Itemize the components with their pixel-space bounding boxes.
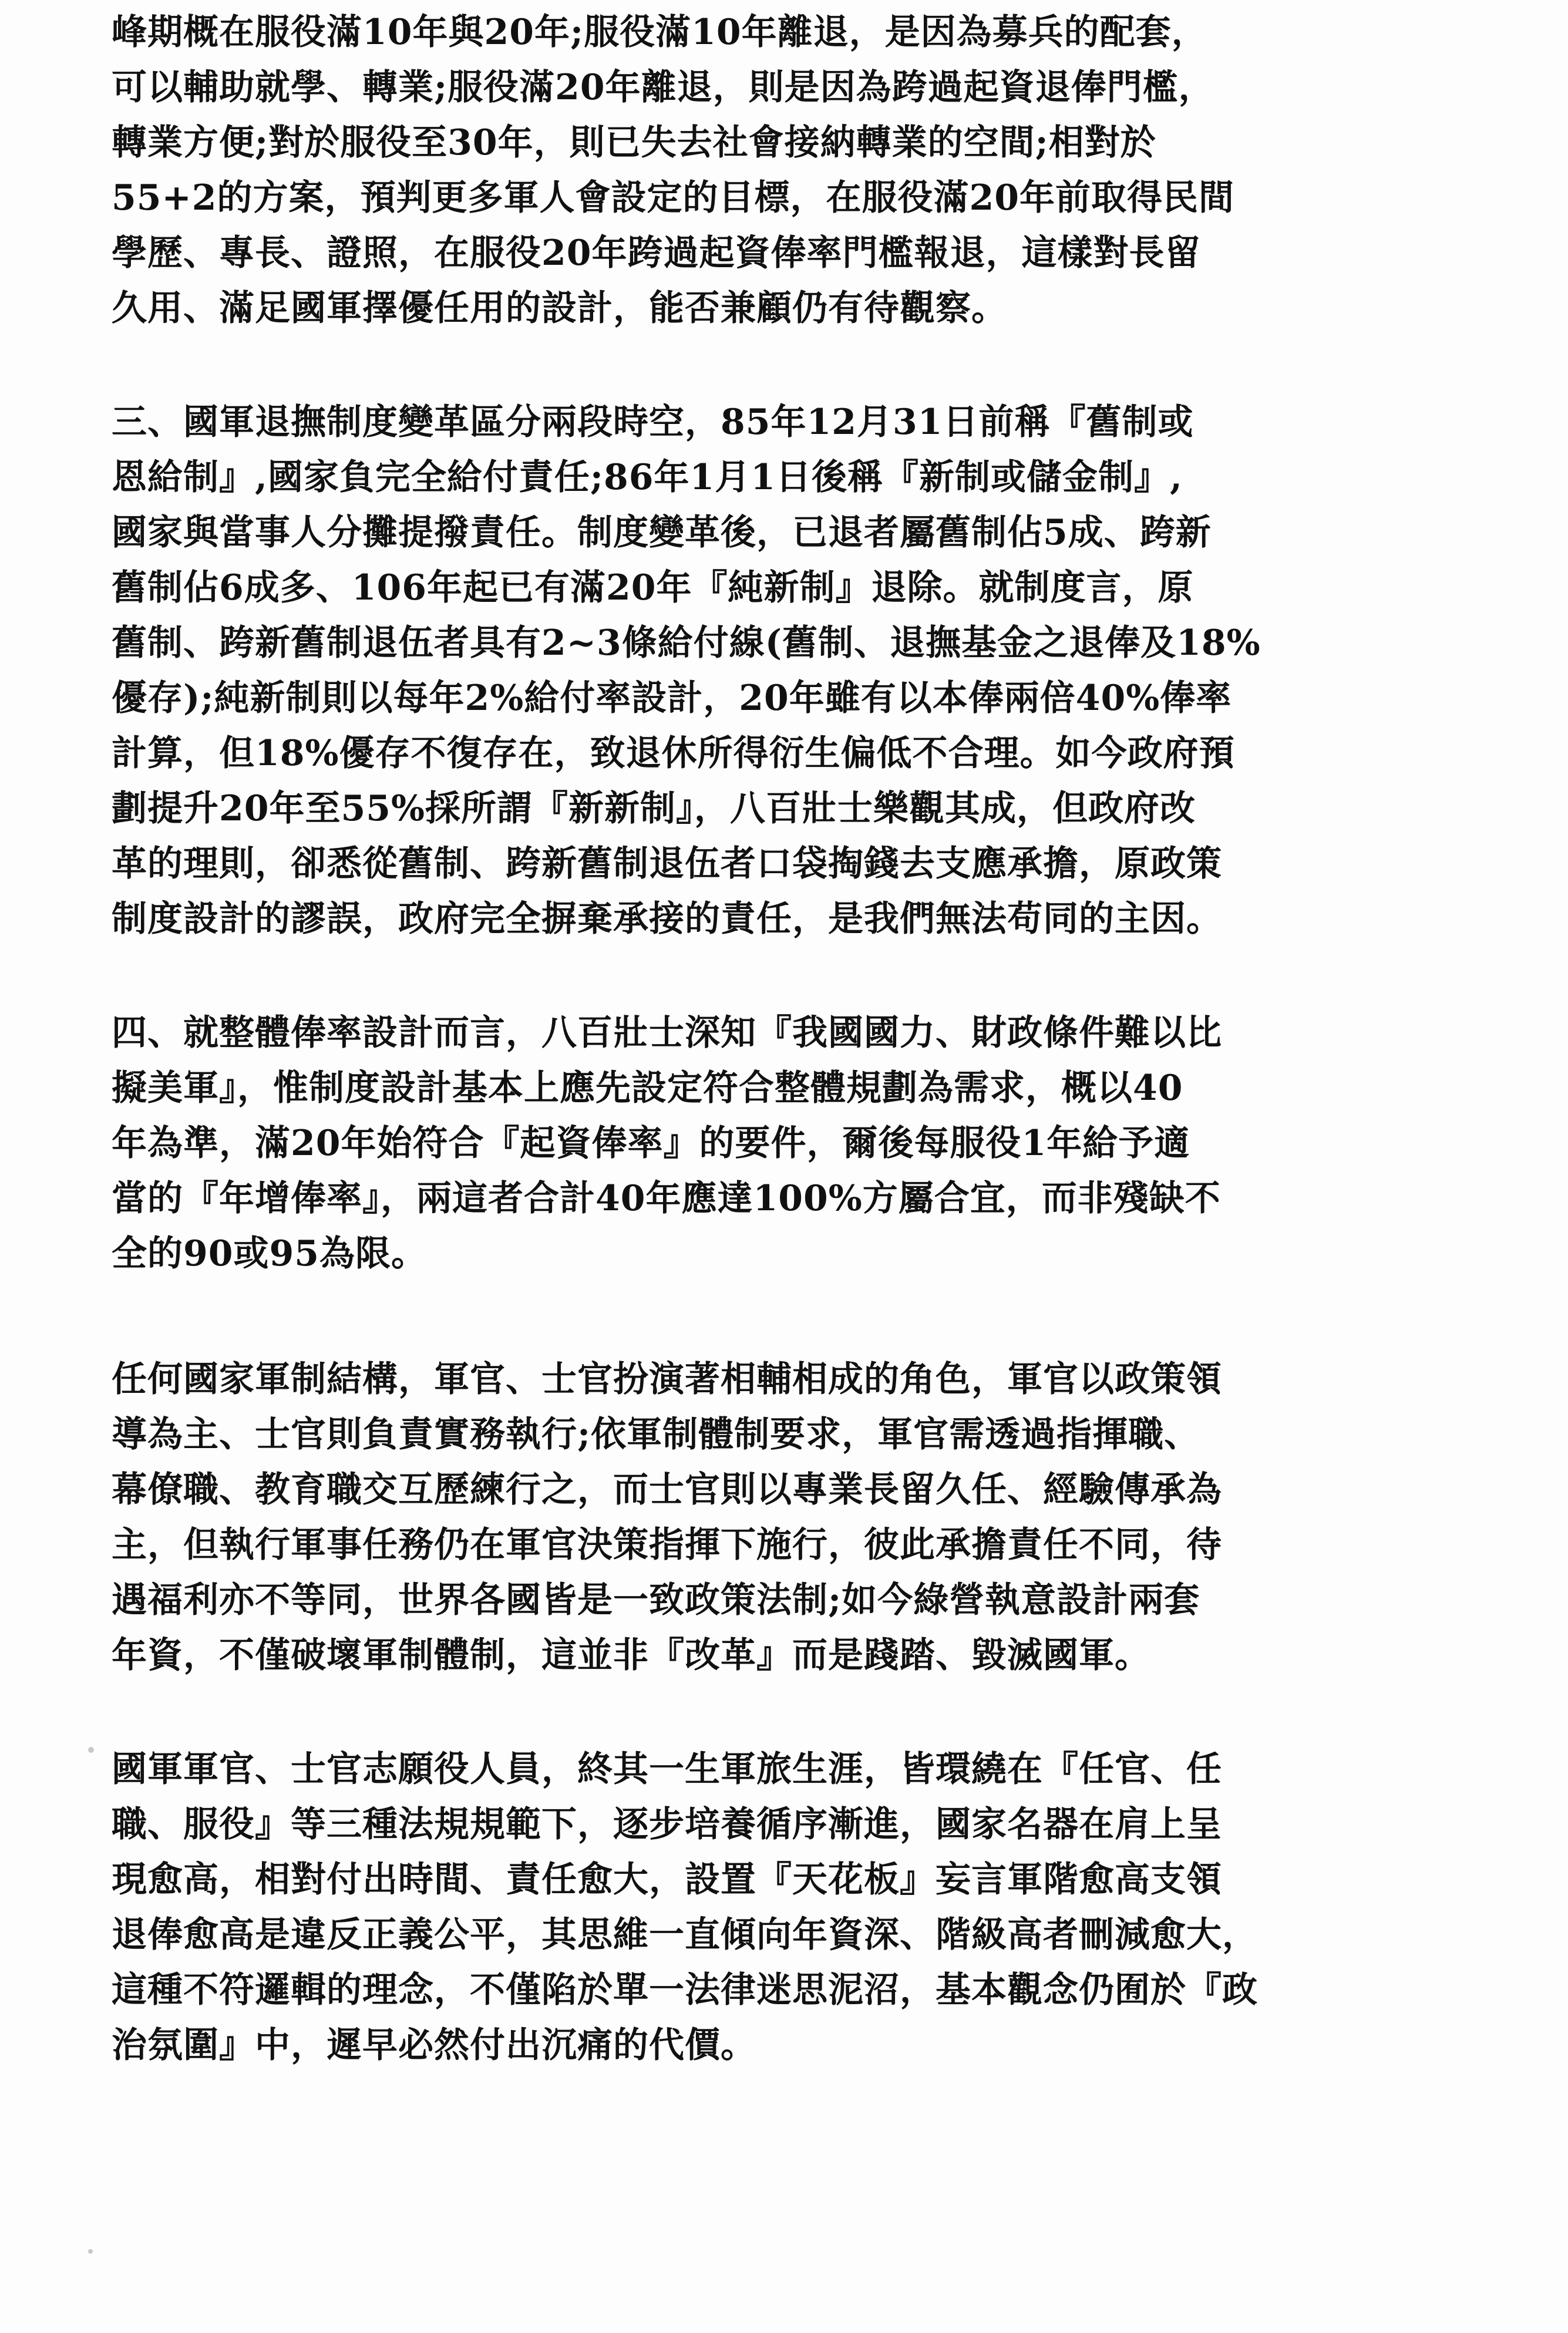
paragraph-military-structure — [112, 1352, 1480, 1683]
text-line: 擬美軍』，惟制度設計基本上應先設定符合整體規劃為需求，概以40 — [112, 1068, 1183, 1109]
text-line: 舊制佔6成多、106年起已有滿20年『純新制』退除。就制度言，原 — [112, 567, 1194, 608]
document-body — [112, 5, 1480, 2073]
text-line: 舊制、跨新舊制退伍者具有2~3條給付線(舊制、退撫基金之退俸及18% — [112, 622, 1261, 664]
paragraph-gap — [112, 1281, 1480, 1352]
text-line: 學歷、專長、證照，在服役20年跨過起資俸率門檻報退，這樣對長留 — [112, 233, 1201, 274]
text-line: 恩給制』,國家負完全給付責任;86年1月1日後稱『新制或儲金制』, — [112, 457, 1183, 498]
paragraph-gap — [112, 1683, 1480, 1742]
paragraph-gap — [112, 947, 1480, 1005]
text-line: 年資，不僅破壞軍制體制，這並非『改革』而是踐踏、毀滅國軍。 — [112, 1635, 1150, 1676]
text-line: 現愈高，相對付出時間、責任愈大，設置『天花板』妄言軍階愈高支領 — [112, 1859, 1222, 1900]
text-line: 國家與當事人分攤提撥責任。制度變革後，已退者屬舊制佔5成、跨新 — [112, 512, 1212, 553]
text-line: 年為準，滿20年始符合『起資俸率』的要件，爾後每服役1年給予適 — [112, 1123, 1190, 1164]
text-line: 導為主、士官則負責實務執行;依軍制體制要求，軍官需透過指揮職、 — [112, 1414, 1200, 1455]
text-line: 這種不符邏輯的理念，不僅陷於單一法律迷思泥沼，基本觀念仍囿於『政 — [112, 1970, 1258, 2011]
scan-speck — [88, 1747, 94, 1753]
paragraph-officer-careers — [112, 1742, 1480, 2073]
text-line: 任何國家軍制結構，軍官、士官扮演著相輔相成的角色，軍官以政策領 — [112, 1359, 1222, 1400]
text-line: 計算，但18%優存不復存在，致退休所得衍生偏低不合理。如今政府預 — [112, 733, 1235, 774]
text-line: 久用、滿足國軍擇優任用的設計，能否兼顧仍有待觀察。 — [112, 288, 1007, 329]
text-line: 峰期概在服役滿10年與20年;服役滿10年離退，是因為募兵的配套， — [112, 12, 1207, 53]
text-line: 四、就整體俸率設計而言，八百壯士深知『我國國力、財政條件難以比 — [112, 1012, 1222, 1053]
text-line: 主，但執行軍事任務仍在軍官決策指揮下施行，彼此承擔責任不同，待 — [112, 1524, 1222, 1566]
text-line: 劃提升20年至55%採所謂『新新制』，八百壯士樂觀其成，但政府改 — [112, 788, 1196, 829]
text-line: 革的理則，卻悉從舊制、跨新舊制退伍者口袋掏錢去支應承擔，原政策 — [112, 843, 1222, 884]
paragraph-section-three — [112, 395, 1480, 947]
text-line: 55+2的方案，預判更多軍人會設定的目標，在服役滿20年前取得民間 — [112, 177, 1235, 218]
text-line: 遇福利亦不等同，世界各國皆是一致政策法制;如今綠營執意設計兩套 — [112, 1580, 1200, 1621]
text-line: 全的90或95為限。 — [112, 1233, 427, 1274]
text-line: 當的『年增俸率』，兩這者合計40年應達100%方屬合宜，而非殘缺不 — [112, 1178, 1221, 1219]
text-line: 制度設計的謬誤，政府完全摒棄承接的責任，是我們無法苟同的主因。 — [112, 898, 1222, 940]
text-line: 國軍軍官、士官志願役人員，終其一生軍旅生涯，皆環繞在『任官、任 — [112, 1749, 1222, 1790]
text-line: 治氛圍』中，遲早必然付出沉痛的代價。 — [112, 2025, 756, 2066]
text-line: 優存);純新制則以每年2%給付率設計，20年雖有以本俸兩倍40%俸率 — [112, 678, 1232, 719]
text-line: 可以輔助就學、轉業;服役滿20年離退，則是因為跨過起資退俸門檻， — [112, 67, 1214, 108]
text-line: 退俸愈高是違反正義公平，其思維一直傾向年資深、階級高者刪減愈大， — [112, 1914, 1258, 1955]
text-line: 轉業方便;對於服役至30年，則已失去社會接納轉業的空間;相對於 — [112, 122, 1156, 163]
text-line: 幕僚職、教育職交互歷練行之，而士官則以專業長留久任、經驗傳承為 — [112, 1469, 1222, 1510]
paragraph-gap — [112, 336, 1480, 395]
paragraph-section-four — [112, 1005, 1480, 1281]
text-line: 職、服役』等三種法規規範下，逐步培養循序漸進，國家名器在肩上呈 — [112, 1804, 1222, 1845]
scan-speck — [88, 2249, 93, 2254]
paragraph-retirement-peaks — [112, 5, 1480, 336]
text-line: 三、國軍退撫制度變革區分兩段時空，85年12月31日前稱『舊制或 — [112, 402, 1194, 443]
